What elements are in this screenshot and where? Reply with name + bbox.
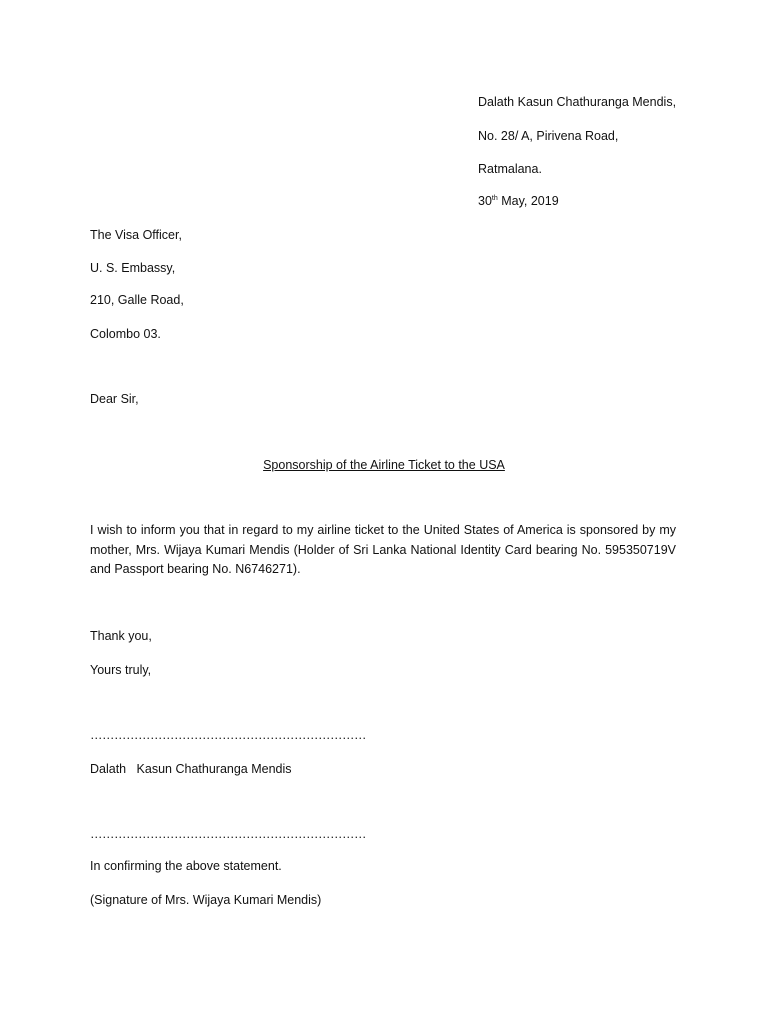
recipient-street: 210, Galle Road,: [90, 293, 184, 307]
subject-text: Sponsorship of the Airline Ticket to the USA: [263, 458, 505, 472]
signatory-name: Dalath Kasun Chathuranga Mendis: [90, 762, 292, 776]
closing-thanks: Thank you,: [90, 629, 152, 643]
sender-address-line2: Ratmalana.: [478, 162, 542, 176]
recipient-org: U. S. Embassy,: [90, 261, 176, 275]
date-day: 30: [478, 194, 492, 208]
sender-name: Dalath Kasun Chathuranga Mendis,: [478, 95, 677, 109]
confirmation-statement: In confirming the above statement.: [90, 859, 282, 873]
recipient-city: Colombo 03.: [90, 327, 161, 341]
letter-date: [478, 193, 559, 209]
date-suffix: th: [491, 195, 498, 202]
body-paragraph: I wish to inform you that in regard to my airline ticket to the United States of America is sponsored by my mother, Mrs. Wijaya Kumari Mendis (Holder of Sri Lanka National Identity Card bearing No. 595350719V and Passport bearing No. N6746271).: [90, 523, 676, 576]
sender-address-line1: No. 28/ A, Pirivena Road,: [478, 129, 619, 143]
salutation: Dear Sir,: [90, 392, 139, 406]
closing-sign-off: Yours truly,: [90, 663, 152, 677]
signature-line-1: ……………………………………………………………: [90, 728, 366, 742]
signature-line-2: ……………………………………………………………: [90, 827, 366, 841]
recipient-title: The Visa Officer,: [90, 228, 182, 242]
date-month-year: May, 2019: [497, 194, 559, 208]
subject-line: [0, 457, 768, 473]
second-signatory-label: (Signature of Mrs. Wijaya Kumari Mendis): [90, 893, 322, 907]
